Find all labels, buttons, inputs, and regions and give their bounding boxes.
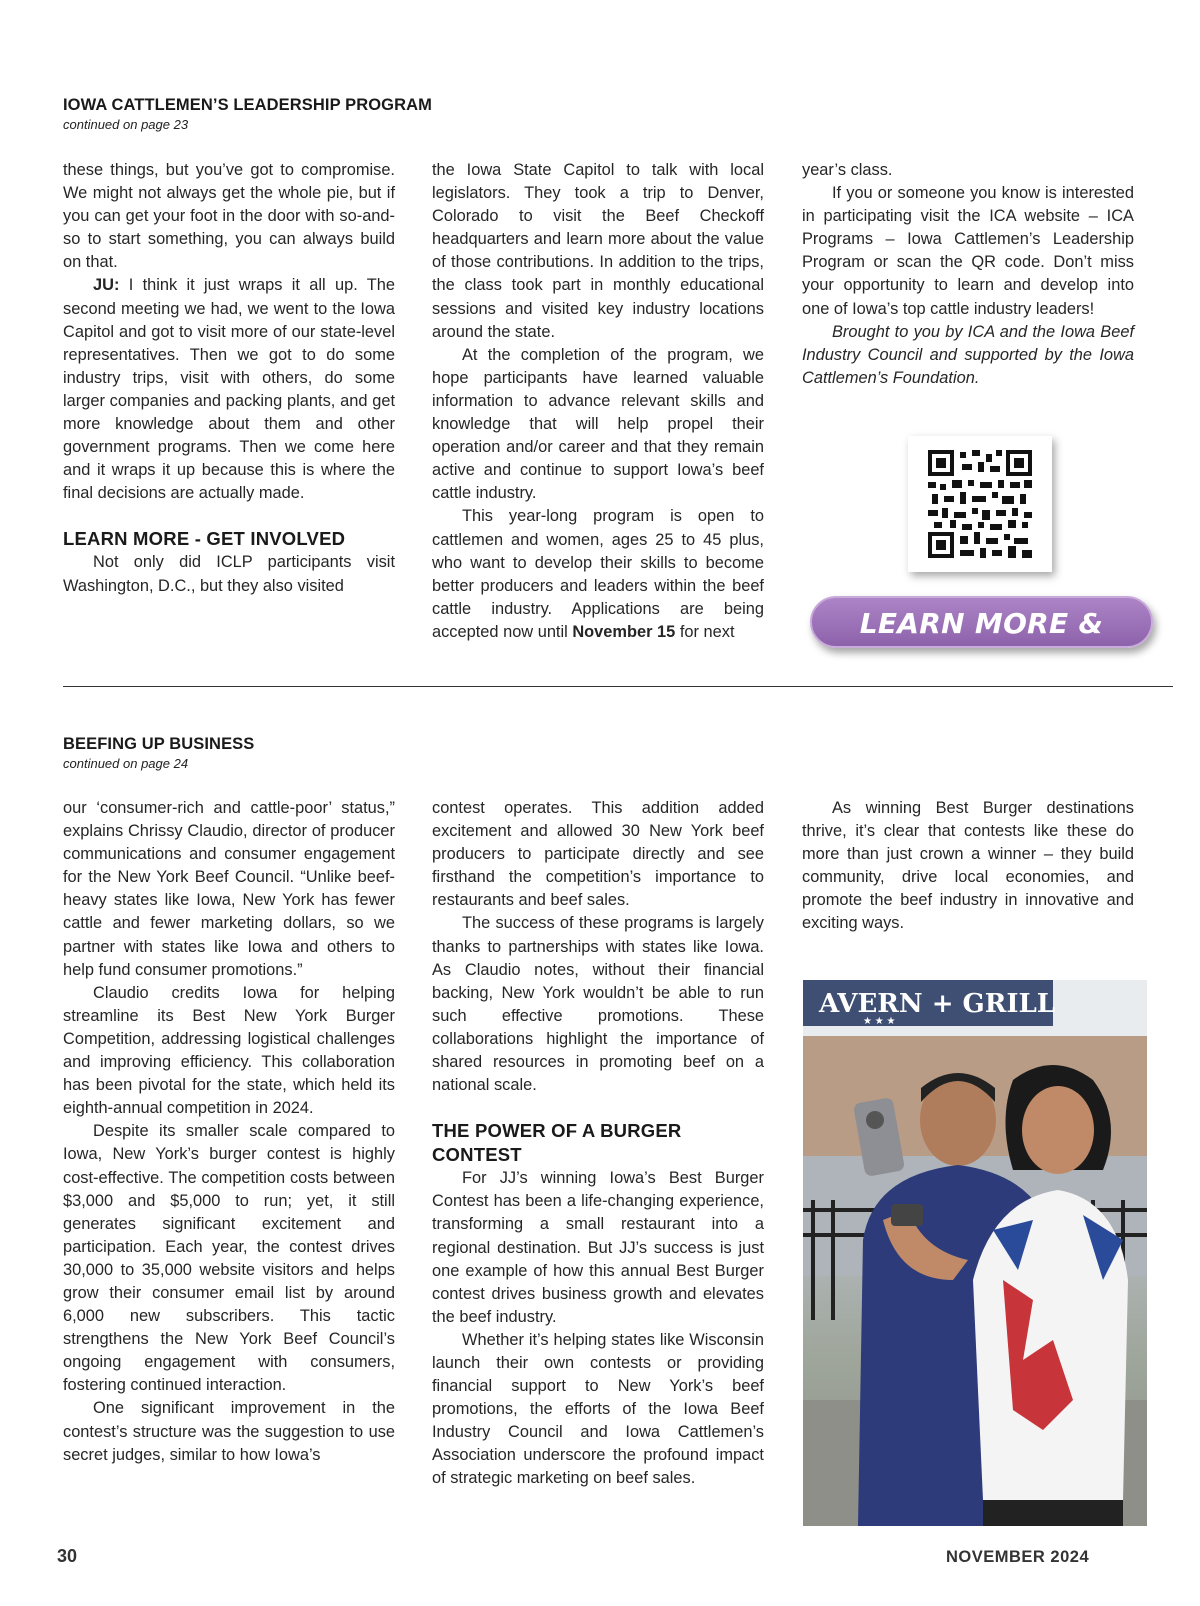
subheading: LEARN MORE - GET INVOLVED [63,528,346,550]
section-header-beefing-up [63,735,254,771]
photo-illustration [803,980,1147,1526]
paragraph: year’s class. [802,161,893,179]
paragraph: the Iowa State Capitol to talk with local legislators. They took a trip to Denver, Colorado to visit the Beef Checkoff headquarters and learn more about the value of those contributions. In addition to the trips, the class took part in monthly educational sessions and visited key industry locations around the state. [432,161,764,341]
speaker-label: JU: [93,276,120,295]
paragraph: Not only did ICLP participants visit Washington, D.C., but they also visited [63,553,395,595]
credit-line: Brought to you by ICA and the Iowa Beef Industry Council and supported by the Iowa Cattlemen’s Foundation. [802,322,1134,387]
paragraph-text: This year-long program is open to cattlemen and women, ages 25 to 45 plus, who want to develop their skills to become better producers and leaders within the beef cattle industry. Applications are being accepted now until [432,507,764,641]
business-column-3 [802,797,1134,936]
paragraph: If you or someone you know is interested in participating visit the ICA website – ICA Programs – Iowa Cattlemen’s Leadership Program or scan the QR code. Don’t miss your opportunity to learn and develop into one of Iowa’s top cattle industry leaders! [802,184,1134,318]
business-column-2 [432,797,764,1491]
selfie-photo [803,980,1147,1526]
paragraph: The success of these programs is largely thanks to partnerships with states like Iowa. As Claudio notes, without their financial backing, New York wouldn’t be able to run such effective promotions. These collaborations highlight the importance of shared resources in promoting beef on a national scale. [432,914,764,1095]
page-number: 30 [57,1546,78,1566]
paragraph [432,505,764,644]
qr-code[interactable] [908,436,1052,572]
leadership-column-1 [63,159,395,598]
section-title: IOWA CATTLEMEN’S LEADERSHIP PROGRAM [63,96,432,114]
section-header-leadership [63,96,432,132]
paragraph: For JJ’s winning Iowa’s Best Burger Contest has been a life-changing experience, transforming a small restaurant into a regional destination. But JJ’s success is just one example of how this annual Best Burger contest drives business growth and elevates the beef industry. [432,1169,764,1326]
paragraph: these things, but you’ve got to compromise. We might not always get the whole pie, but if you can get your foot in the door with so-and-so to start something, you can always build on that. [63,161,395,272]
sign-text: AVERN + GRILL [819,989,1056,1019]
learn-more-apply-button[interactable]: LEARN MORE & APPLY [810,596,1153,648]
paragraph: Despite its smaller scale compared to Iowa, New York’s burger contest is highly cost-effective. The competition costs between $3,000 and $5,000 to run; yet, it still generates significant excitement and participation. Each year, the contest drives 30,000 to 35,000 website visitors and helps grow their consumer email list by around 6,000 new subscribers. This tactic strengthens the New York Beef Council’s ongoing engagement with consumers, fostering continued interaction. [63,1122,395,1395]
paragraph: One significant improvement in the contest’s structure was the suggestion to use secret judges, similar to how Iowa’s [63,1399,395,1464]
issue-date: NOVEMBER 2024 [946,1548,1090,1566]
paragraph: As winning Best Burger destinations thrive, it’s clear that contests like these do more than just crown a winner – they build community, drive local economies, and promote the beef industry in innovative and exciting ways. [802,799,1134,933]
section-title: BEEFING UP BUSINESS [63,735,255,753]
svg-text:★ ★ ★: ★ ★ ★ [863,1016,896,1027]
paragraph [63,274,395,505]
qr-code-icon [928,450,1032,558]
business-column-1 [63,797,395,1467]
paragraph: At the completion of the program, we hope participants have learned valuable information to advance relevant skills and knowledge that will help propel their operation and/or career and that they remain active and continue to support Iowa’s beef cattle industry. [432,345,764,503]
continued-note: continued on page 23 [63,117,189,132]
paragraph: contest operates. This addition added excitement and allowed 30 New York beef producers to participate directly and see firsthand the competition’s importance to restaurants and beef sales. [432,799,764,910]
paragraph-text: I think it just wraps it all up. The second meeting we had, we went to the Iowa Capitol and got to visit more of our state-level representatives. Then we got to do some industry trips, visit with others, do some larger companies and packing plants, and get more knowledge about them and other government programs. Then we come here and it wraps it up because this is where the final decisions are actually made. [63,276,395,503]
paragraph-text: for next [675,622,735,641]
paragraph: Whether it’s helping states like Wisconsin launch their own contests or providing financial support to New York’s beef promotions, the efforts of the Iowa Beef Industry Council and Iowa Cattlemen’s Association underscore the profound impact of strategic marketing on beef sales. [432,1330,764,1488]
continued-note: continued on page 24 [63,756,189,771]
section-divider [63,686,1173,687]
leadership-column-3 [802,159,1134,390]
paragraph: our ‘consumer-rich and cattle-poor’ status,” explains Chrissy Claudio, director of producer communications and consumer engagement for the New York Beef Council. “Unlike beef-heavy states like Iowa, New York has fewer cattle and fewer marketing dollars, so we partner with states like Iowa and others to help fund consumer promotions.” [63,799,395,979]
paragraph: Claudio credits Iowa for helping streamline its Best New York Burger Competition, addressing logistical challenges and improving efficiency. This collaboration has been pivotal for the state, which held its eighth-annual competition in 2024. [63,983,395,1118]
subheading: THE POWER OF A BURGER CONTEST [432,1120,682,1166]
deadline-date: November 15 [572,622,676,641]
leadership-column-2 [432,159,764,644]
